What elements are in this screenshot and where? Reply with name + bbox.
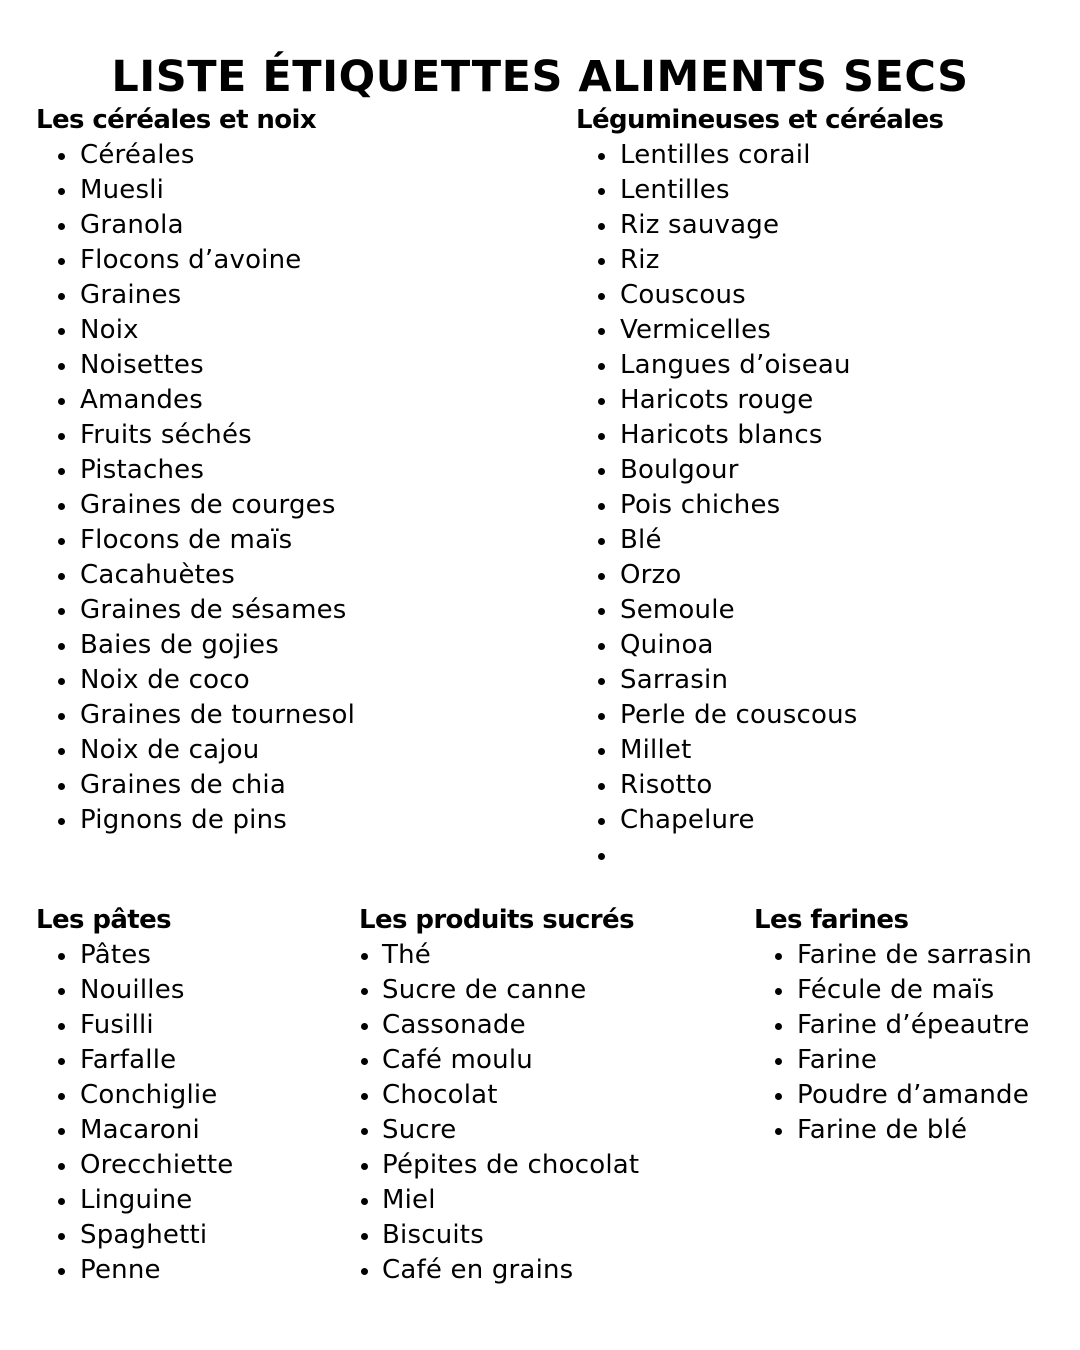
list-item: Chapelure: [576, 803, 1056, 838]
list-item: Fécule de maïs: [754, 973, 1054, 1008]
section-heading: Les pâtes: [36, 905, 172, 935]
list-item: Biscuits: [359, 1218, 739, 1253]
list-item: Farine de blé: [754, 1113, 1054, 1148]
list-item: Noix de cajou: [36, 733, 536, 768]
section-heading: Légumineuses et céréales: [576, 105, 944, 135]
list-item: Pâtes: [36, 938, 336, 973]
list-item: Farine de sarrasin: [754, 938, 1054, 973]
list-item: Miel: [359, 1183, 739, 1218]
list-item: Linguine: [36, 1183, 336, 1218]
list-item: Pignons de pins: [36, 803, 536, 838]
section-heading: Les produits sucrés: [359, 905, 634, 935]
list-item: Risotto: [576, 768, 1056, 803]
list-item: Nouilles: [36, 973, 336, 1008]
section-produits-sucres: [359, 903, 739, 1288]
list-item: Pistaches: [36, 453, 536, 488]
list-item: Graines de chia: [36, 768, 536, 803]
list-item: Thé: [359, 938, 739, 973]
list-item: Cacahuètes: [36, 558, 536, 593]
list-item: Sucre de canne: [359, 973, 739, 1008]
list-item: Céréales: [36, 138, 536, 173]
list-item: Vermicelles: [576, 313, 1056, 348]
list-item: Semoule: [576, 593, 1056, 628]
page-title: LISTE ÉTIQUETTES ALIMENTS SECS: [111, 51, 969, 102]
list-item: Quinoa: [576, 628, 1056, 663]
list-item: Orzo: [576, 558, 1056, 593]
list-item: Riz: [576, 243, 1056, 278]
list-item: Macaroni: [36, 1113, 336, 1148]
list-item: Haricots blancs: [576, 418, 1056, 453]
section-heading: Les farines: [754, 905, 909, 935]
list-item: Baies de gojies: [36, 628, 536, 663]
list-item: Café en grains: [359, 1253, 739, 1288]
list-item: Boulgour: [576, 453, 1056, 488]
list-item: Cassonade: [359, 1008, 739, 1043]
item-list: [576, 138, 1056, 873]
list-item: Poudre d’amande: [754, 1078, 1054, 1113]
list-item: Riz sauvage: [576, 208, 1056, 243]
list-item: Millet: [576, 733, 1056, 768]
item-list: [359, 938, 739, 1288]
list-item: Sarrasin: [576, 663, 1056, 698]
list-item: [576, 838, 1056, 873]
list-item: Noix: [36, 313, 536, 348]
list-item: Lentilles: [576, 173, 1056, 208]
list-item: Pois chiches: [576, 488, 1056, 523]
list-item: Fusilli: [36, 1008, 336, 1043]
list-item: Graines de courges: [36, 488, 536, 523]
list-item: Muesli: [36, 173, 536, 208]
section-heading: Les céréales et noix: [36, 105, 317, 135]
list-item: Noix de coco: [36, 663, 536, 698]
list-item: Farine d’épeautre: [754, 1008, 1054, 1043]
list-item: Sucre: [359, 1113, 739, 1148]
item-list: [36, 138, 536, 838]
list-item: Fruits séchés: [36, 418, 536, 453]
list-item: Couscous: [576, 278, 1056, 313]
list-item: Café moulu: [359, 1043, 739, 1078]
list-item: Farine: [754, 1043, 1054, 1078]
list-item: Flocons de maïs: [36, 523, 536, 558]
list-item: Flocons d’avoine: [36, 243, 536, 278]
list-item: Spaghetti: [36, 1218, 336, 1253]
list-item: Conchiglie: [36, 1078, 336, 1113]
section-farines: [754, 903, 1054, 1148]
list-item: Graines de sésames: [36, 593, 536, 628]
list-item: Graines: [36, 278, 536, 313]
section-legumineuses-cereales: [576, 103, 1056, 873]
item-list: [754, 938, 1054, 1148]
section-pates: [36, 903, 336, 1288]
list-item: Haricots rouge: [576, 383, 1056, 418]
item-list: [36, 938, 336, 1288]
list-item: Amandes: [36, 383, 536, 418]
list-item: Granola: [36, 208, 536, 243]
list-item: Penne: [36, 1253, 336, 1288]
list-item: Lentilles corail: [576, 138, 1056, 173]
list-item: Graines de tournesol: [36, 698, 536, 733]
list-item: Langues d’oiseau: [576, 348, 1056, 383]
list-item: Noisettes: [36, 348, 536, 383]
list-item: Perle de couscous: [576, 698, 1056, 733]
list-item: Pépites de chocolat: [359, 1148, 739, 1183]
section-cereales-noix: [36, 103, 536, 838]
list-item: Orecchiette: [36, 1148, 336, 1183]
list-item: Farfalle: [36, 1043, 336, 1078]
list-item: Blé: [576, 523, 1056, 558]
list-item: Chocolat: [359, 1078, 739, 1113]
